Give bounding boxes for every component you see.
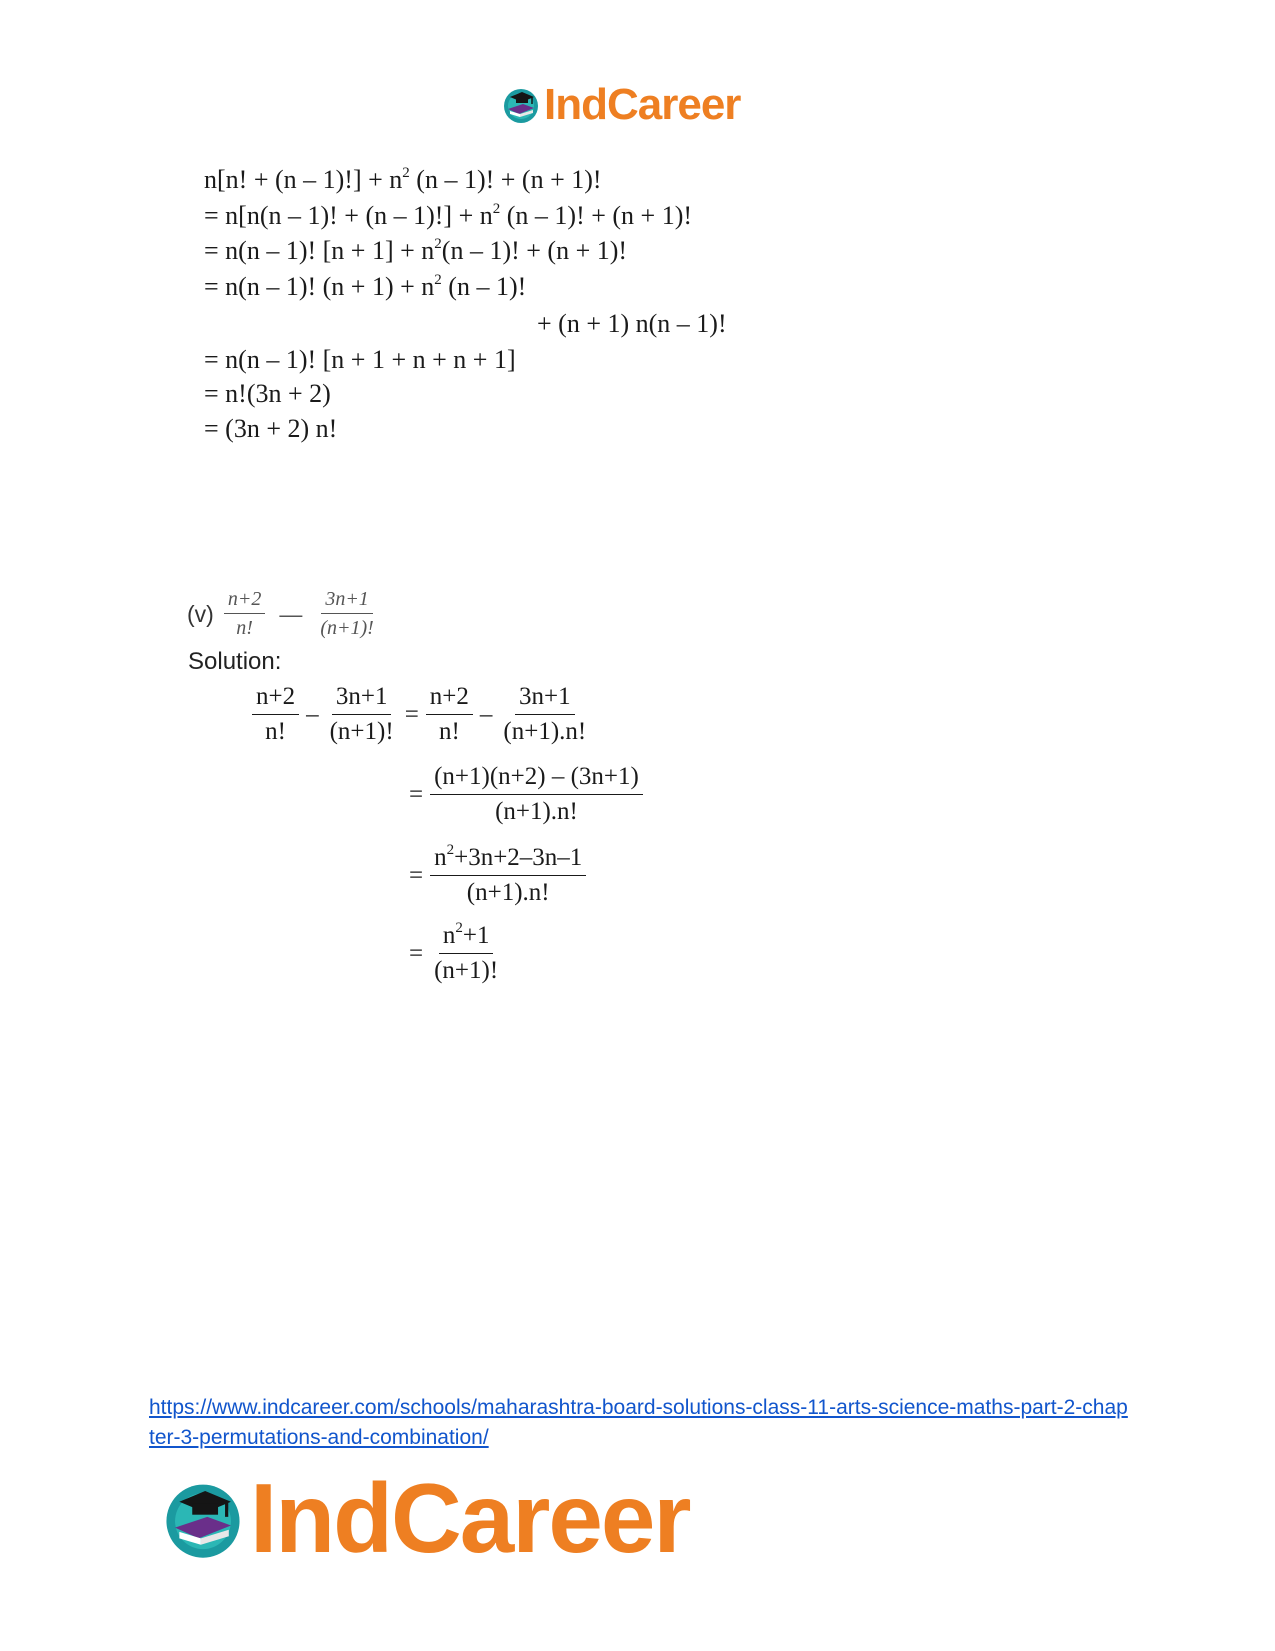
derivation-line: = n[n(n – 1)! + $(n - 1)!] + n^2$ (n – 1)! + (n + 1)! bbox=[204, 201, 693, 230]
solution-heading: Solution: bbox=[188, 648, 282, 675]
logo-wordmark: IndCareer bbox=[544, 80, 741, 129]
question-fraction: $\frac{3n+1}{(n+1)!}$ bbox=[320, 588, 374, 639]
question-v bbox=[187, 588, 378, 640]
solution-step-3: = $\frac{n^2+3n+2-3n-1}{(n+1).n!}$ bbox=[402, 844, 586, 908]
solution-step-4: = $\frac{n^2+1}{(n+1)!}$ bbox=[402, 922, 502, 986]
fraction: $\frac{n^2+3n+2-3n-1}{(n+1).n!}$ bbox=[430, 844, 586, 908]
derivation-line: = n(n – 1)! $[n + 1] + n^2(n - 1)$! + (n + 1)! bbox=[204, 236, 628, 265]
derivation-line: = n!(3n + 2) bbox=[204, 379, 331, 408]
header-logo bbox=[501, 80, 740, 130]
derivation-line: = n(n – 1)! [n + 1 + n + n + 1] bbox=[204, 345, 516, 374]
fraction: $\frac{(n+1)(n+2) - (3n+1)}{(n+1).n!}$ bbox=[430, 763, 643, 827]
question-minus: — bbox=[279, 600, 303, 627]
fraction: $\frac{3n+1}{(n+1)!}$ bbox=[329, 683, 394, 745]
solution-step-1: $\frac{n+2}{n!}$ – $\frac{3n+1}{(n+1)!}$ = $\frac{n+2}{n!}$ – $\frac{3n+1}{(n+1).n!}$ bbox=[252, 683, 590, 747]
source-link[interactable]: https://www.indcareer.com/schools/maharashtra-board-solutions-class-11-arts-science-maths-part-2-chapter-3-permutations-and-combination/ bbox=[149, 1396, 1128, 1449]
derivation-line-continued: + (n + 1) n(n – 1)! bbox=[537, 309, 727, 338]
derivation-line: = (3n + 2) n! bbox=[204, 414, 338, 443]
question-label: (v) bbox=[187, 600, 214, 627]
solution-step-2: = $\frac{(n+1)(n+2) - (3n+1)}{(n+1).n!}$ bbox=[402, 763, 643, 827]
derivation-line: n[n! + $(n - 1)!] + n^2$ (n – 1)! + (n + 1)! bbox=[204, 165, 602, 194]
graduation-cap-book-icon bbox=[501, 85, 541, 125]
fraction: $\frac{n+2}{n!}$ bbox=[426, 683, 473, 747]
logo-wordmark: IndCareer bbox=[250, 1463, 690, 1573]
fraction: $\frac{n^2+1}{(n+1)!}$ bbox=[434, 920, 499, 984]
fraction: $\frac{3n+1}{(n+1).n!}$ bbox=[503, 683, 587, 745]
derivation-line: = n(n – 1)! $(n + 1) + n^2$ (n – 1)! bbox=[204, 272, 527, 301]
footer-logo bbox=[160, 1462, 690, 1575]
fraction: $\frac{n+2}{n!}$ bbox=[252, 683, 299, 747]
question-fraction: $\frac{n+2}{n!}$ bbox=[224, 588, 266, 640]
graduation-cap-book-icon bbox=[160, 1476, 246, 1562]
